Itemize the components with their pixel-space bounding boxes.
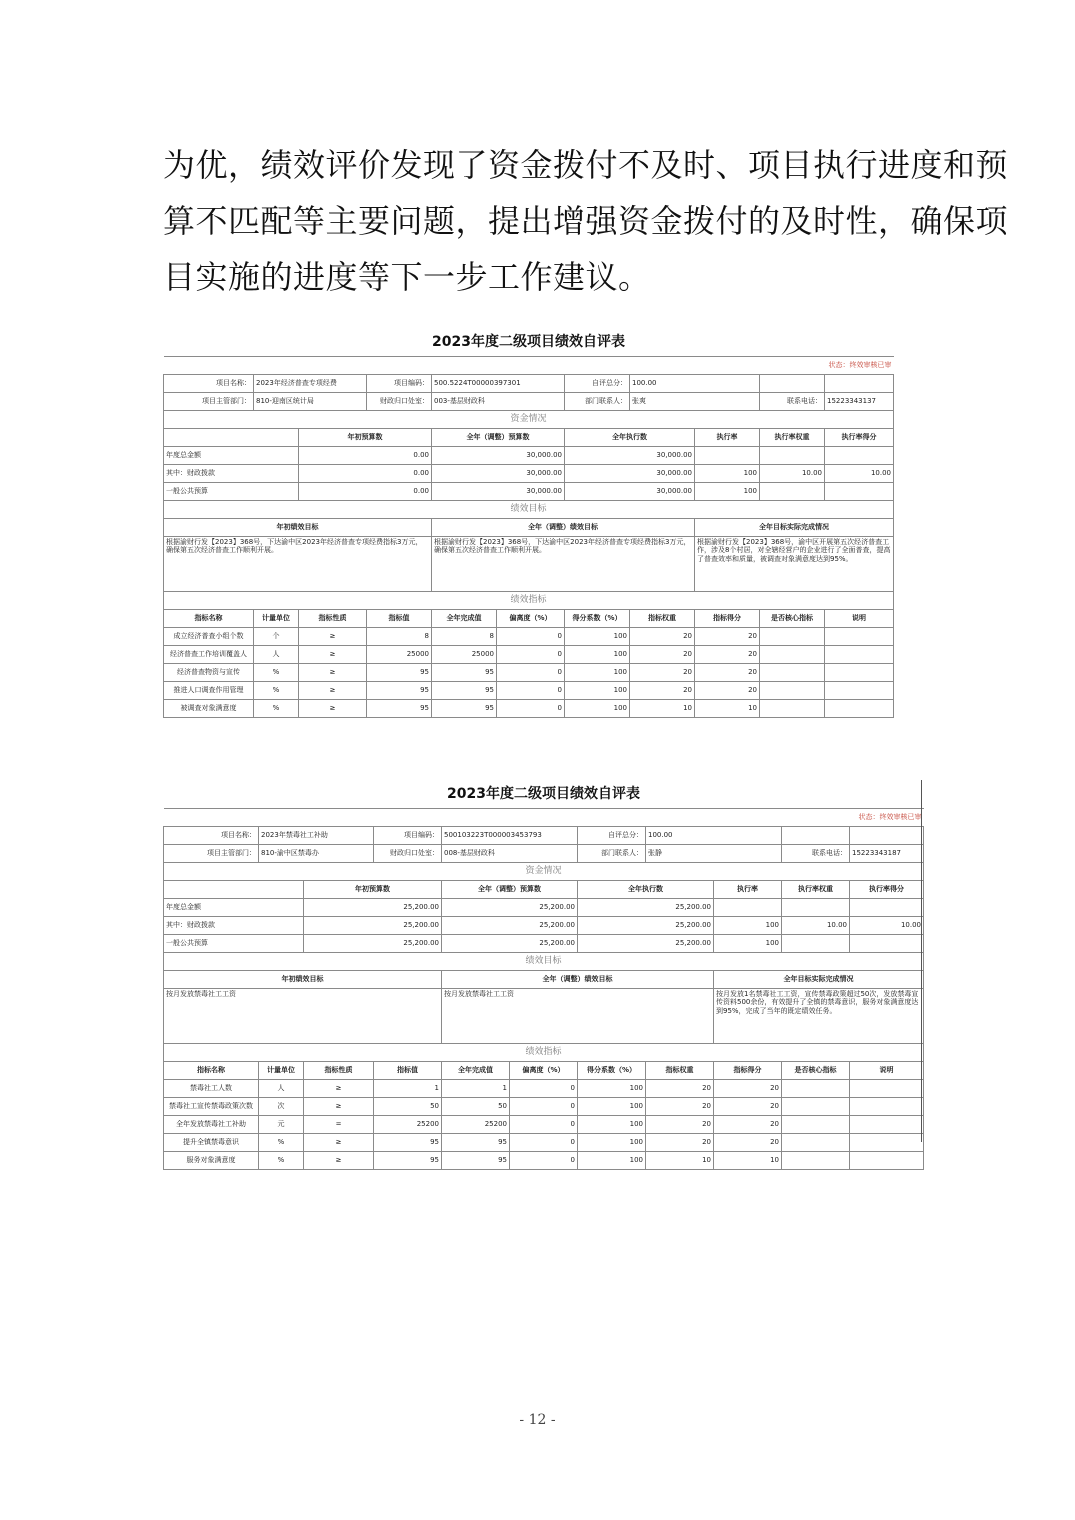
funds-cell	[760, 447, 825, 465]
funds-cell: 30,000.00	[432, 447, 565, 465]
indicator-cell: 1	[442, 1080, 510, 1098]
indicator-cell: 0	[510, 1080, 578, 1098]
indicator-cell: 20	[714, 1098, 782, 1116]
evaluation-table-2	[163, 780, 923, 1170]
goals-header: 年初绩效目标	[164, 971, 442, 989]
funds-cell: 25,200.00	[304, 935, 442, 953]
indicator-header: 偏离度（%）	[510, 1062, 578, 1080]
indicator-cell: 50	[374, 1098, 442, 1116]
indicator-cell: 10	[695, 700, 760, 718]
indicator-cell: 95	[374, 1134, 442, 1152]
funds-header: 执行率	[695, 429, 760, 447]
indicator-cell: %	[254, 664, 299, 682]
field-label: 财政归口处室：	[367, 393, 432, 411]
indicator-cell: 8	[432, 628, 497, 646]
indicator-cell: 20	[630, 646, 695, 664]
indicator-cell: 20	[695, 664, 760, 682]
field-label: 项目编码：	[367, 375, 432, 393]
funds-cell: 25,200.00	[442, 935, 578, 953]
indicator-cell: 95	[367, 664, 432, 682]
empty-cell	[825, 375, 894, 393]
funds-header	[164, 429, 299, 447]
empty-cell	[760, 375, 825, 393]
goals-header: 全年（调整）绩效目标	[442, 971, 714, 989]
dept-value: 810-渝中区禁毒办	[259, 845, 374, 863]
indicator-cell: 20	[646, 1080, 714, 1098]
indicator-cell	[760, 700, 825, 718]
indicator-header: 指标名称	[164, 1062, 259, 1080]
funds-header	[164, 881, 304, 899]
indicator-cell: 100	[565, 628, 630, 646]
funds-cell: 100	[695, 483, 760, 501]
funds-cell	[695, 447, 760, 465]
sheet-title: 2023年度二级项目绩效自评表	[432, 334, 625, 350]
phone-value: 15223343137	[825, 393, 894, 411]
funds-cell: 一般公共预算	[164, 483, 299, 501]
goals-header: 全年目标实际完成情况	[714, 971, 924, 989]
indicator-cell: 100	[565, 646, 630, 664]
indicator-cell: 100	[565, 682, 630, 700]
funds-cell: 25,200.00	[304, 899, 442, 917]
section-header-goals: 绩效目标	[164, 953, 924, 971]
indicator-cell: 25000	[432, 646, 497, 664]
indicator-cell	[782, 1152, 850, 1170]
indicator-cell: 20	[695, 646, 760, 664]
indicator-cell: 100	[565, 664, 630, 682]
indicator-cell: 推进人口调查作用管理	[164, 682, 254, 700]
indicator-cell	[825, 682, 894, 700]
indicator-cell: 25200	[374, 1116, 442, 1134]
funds-cell	[782, 899, 850, 917]
indicator-header: 指标性质	[299, 610, 367, 628]
indicator-cell	[760, 628, 825, 646]
indicator-cell	[782, 1098, 850, 1116]
project-name-value: 2023年经济普查专项经费	[254, 375, 367, 393]
indicator-cell: 10	[714, 1152, 782, 1170]
funds-header: 全年（调整）预算数	[442, 881, 578, 899]
indicator-cell: 0	[510, 1098, 578, 1116]
indicator-cell: 0	[497, 664, 565, 682]
evaluation-table-1	[163, 328, 893, 718]
indicator-header: 全年完成值	[442, 1062, 510, 1080]
field-label: 部门联系人：	[565, 393, 630, 411]
indicator-cell: 禁毒社工人数	[164, 1080, 259, 1098]
indicator-cell: 100	[578, 1080, 646, 1098]
indicator-cell: 95	[432, 700, 497, 718]
indicator-cell	[782, 1080, 850, 1098]
indicator-cell: 0	[510, 1152, 578, 1170]
funds-cell: 25,200.00	[442, 917, 578, 935]
indicator-cell: 提升全镇禁毒意识	[164, 1134, 259, 1152]
funds-cell: 25,200.00	[578, 935, 714, 953]
funds-cell: 0.00	[299, 465, 432, 483]
funds-cell: 100	[714, 917, 782, 935]
indicator-cell: 20	[646, 1134, 714, 1152]
field-label: 联系电话：	[760, 393, 825, 411]
indicator-cell: 100	[578, 1116, 646, 1134]
funds-cell: 25,200.00	[304, 917, 442, 935]
goal-text: 根据渝财行发【2023】368号，下达渝中区2023年经济普查专项经费指标3万元，确保第五次经济普查工作顺利开展。	[164, 537, 432, 592]
sheet-title: 2023年度二级项目绩效自评表	[447, 786, 640, 802]
indicator-cell: 经济普查物资与宣传	[164, 664, 254, 682]
funds-cell: 年度总金额	[164, 447, 299, 465]
indicator-cell: %	[259, 1134, 304, 1152]
funds-header: 执行率权重	[760, 429, 825, 447]
indicator-cell: 20	[630, 628, 695, 646]
indicator-cell: 20	[695, 682, 760, 700]
indicator-cell: ≥	[299, 682, 367, 700]
funds-cell: 30,000.00	[565, 465, 695, 483]
indicator-cell: 禁毒社工宣传禁毒政策次数	[164, 1098, 259, 1116]
funds-header: 年初预算数	[299, 429, 432, 447]
funds-cell	[782, 935, 850, 953]
indicator-cell	[825, 628, 894, 646]
finance-office-value: 008-基层财政科	[442, 845, 578, 863]
goals-header: 年初绩效目标	[164, 519, 432, 537]
indicator-cell	[850, 1080, 924, 1098]
funds-cell: 30,000.00	[432, 483, 565, 501]
indicator-cell	[850, 1134, 924, 1152]
indicator-cell: %	[259, 1152, 304, 1170]
indicator-cell: 10	[630, 700, 695, 718]
indicator-cell: 次	[259, 1098, 304, 1116]
paragraph-line: 为优，绩效评价发现了资金拨付不及时、项目执行进度和预	[163, 146, 1009, 184]
indicator-cell: 95	[442, 1152, 510, 1170]
indicator-header: 指标值	[367, 610, 432, 628]
project-name-value: 2023年禁毒社工补助	[259, 827, 374, 845]
indicator-cell	[760, 646, 825, 664]
indicator-header: 指标权重	[630, 610, 695, 628]
funds-header: 全年执行数	[578, 881, 714, 899]
indicator-header: 全年完成值	[432, 610, 497, 628]
indicator-header: 计量单位	[254, 610, 299, 628]
status-badge: 状态：终效审核已审	[164, 357, 894, 375]
funds-cell: 年度总金额	[164, 899, 304, 917]
field-label: 项目名称：	[164, 827, 259, 845]
indicator-header: 说明	[825, 610, 894, 628]
indicator-cell: 20	[714, 1080, 782, 1098]
indicator-cell: ≥	[304, 1098, 374, 1116]
phone-value: 15223343187	[850, 845, 924, 863]
paragraph-line: 算不匹配等主要问题，提出增强资金拨付的及时性，确保项	[163, 202, 1009, 240]
indicator-cell: 20	[714, 1116, 782, 1134]
funds-cell	[850, 899, 924, 917]
indicator-cell: 95	[432, 664, 497, 682]
indicator-cell: 人	[254, 646, 299, 664]
goal-text: 根据渝财行发【2023】368号，渝中区开展第五次经济普查工作，涉及8个村居，对全辖经营户的企业进行了全面普查，提高了普查效率和质量，被调查对象满意度达到95%。	[695, 537, 894, 592]
funds-cell: 10.00	[782, 917, 850, 935]
indicator-cell: 100	[578, 1152, 646, 1170]
indicator-cell	[782, 1134, 850, 1152]
contact-person-value: 张爽	[630, 393, 760, 411]
indicator-cell: ≥	[299, 628, 367, 646]
indicator-header: 指标得分	[695, 610, 760, 628]
indicator-cell: 25200	[442, 1116, 510, 1134]
indicator-cell: 个	[254, 628, 299, 646]
indicator-header: 偏离度（%）	[497, 610, 565, 628]
self-score-value: 100.00	[646, 827, 782, 845]
indicator-cell: 20	[695, 628, 760, 646]
field-label: 项目主管部门：	[164, 393, 254, 411]
page-number: - 12 -	[519, 1412, 556, 1428]
indicator-cell: ≥	[304, 1134, 374, 1152]
field-label: 项目主管部门：	[164, 845, 259, 863]
self-score-value: 100.00	[630, 375, 760, 393]
dept-value: 810-迎南区统计局	[254, 393, 367, 411]
indicator-cell: ≥	[304, 1152, 374, 1170]
empty-cell	[782, 827, 850, 845]
funds-cell: 0.00	[299, 447, 432, 465]
indicator-cell	[850, 1152, 924, 1170]
indicator-cell: 20	[646, 1098, 714, 1116]
indicator-cell: =	[304, 1116, 374, 1134]
body-paragraph	[163, 137, 1009, 305]
indicator-cell: 8	[367, 628, 432, 646]
indicator-cell	[825, 646, 894, 664]
indicator-cell	[850, 1116, 924, 1134]
funds-cell: 100	[714, 935, 782, 953]
goal-text: 按月发放禁毒社工工资	[164, 989, 442, 1044]
indicator-cell: 20	[714, 1134, 782, 1152]
goals-header: 全年目标实际完成情况	[695, 519, 894, 537]
section-header-funds: 资金情况	[164, 411, 894, 429]
indicator-header: 得分系数（%）	[578, 1062, 646, 1080]
indicator-header: 计量单位	[259, 1062, 304, 1080]
funds-header: 执行率得分	[825, 429, 894, 447]
indicator-cell	[825, 700, 894, 718]
funds-cell: 30,000.00	[432, 465, 565, 483]
indicator-cell: ≥	[304, 1080, 374, 1098]
indicator-cell: 20	[646, 1116, 714, 1134]
indicator-cell: 100	[578, 1098, 646, 1116]
funds-cell	[825, 447, 894, 465]
indicator-cell: ≥	[299, 700, 367, 718]
indicator-cell: 0	[497, 628, 565, 646]
table-right-edge	[921, 780, 922, 1142]
indicator-cell: 0	[497, 646, 565, 664]
indicator-cell: 被调查对象满意度	[164, 700, 254, 718]
indicator-cell: 0	[497, 700, 565, 718]
indicator-cell: 元	[259, 1116, 304, 1134]
funds-header: 执行率权重	[782, 881, 850, 899]
indicator-cell: 20	[630, 664, 695, 682]
paragraph-line: 目实施的进度等下一步工作建议。	[163, 258, 651, 296]
funds-cell: 25,200.00	[578, 899, 714, 917]
indicator-header: 得分系数（%）	[565, 610, 630, 628]
indicator-cell	[850, 1098, 924, 1116]
funds-cell	[714, 899, 782, 917]
indicator-header: 是否核心指标	[782, 1062, 850, 1080]
field-label: 自评总分：	[578, 827, 646, 845]
funds-cell: 30,000.00	[565, 483, 695, 501]
funds-header: 全年（调整）预算数	[432, 429, 565, 447]
indicator-header: 是否核心指标	[760, 610, 825, 628]
indicator-cell: 成立经济普查小组个数	[164, 628, 254, 646]
field-label: 项目名称：	[164, 375, 254, 393]
indicator-header: 指标名称	[164, 610, 254, 628]
funds-cell: 10.00	[850, 917, 924, 935]
indicator-cell: 95	[367, 700, 432, 718]
funds-cell: 25,200.00	[578, 917, 714, 935]
indicator-cell: 95	[442, 1134, 510, 1152]
funds-cell: 100	[695, 465, 760, 483]
indicator-cell: 人	[259, 1080, 304, 1098]
funds-cell: 其中：财政拨款	[164, 465, 299, 483]
field-label: 联系电话：	[782, 845, 850, 863]
indicator-header: 指标性质	[304, 1062, 374, 1080]
indicator-cell	[760, 664, 825, 682]
indicator-cell: 1	[374, 1080, 442, 1098]
indicator-cell: %	[254, 682, 299, 700]
field-label: 自评总分：	[565, 375, 630, 393]
indicator-cell: 经济普查工作培训覆盖人	[164, 646, 254, 664]
indicator-header: 指标得分	[714, 1062, 782, 1080]
indicator-cell: 100	[578, 1134, 646, 1152]
goal-text: 根据渝财行发【2023】368号，下达渝中区2023年经济普查专项经费指标3万元，确保第五次经济普查工作顺利开展。	[432, 537, 695, 592]
status-badge: 状态：终效审核已审	[164, 809, 924, 827]
indicator-cell: 95	[367, 682, 432, 700]
indicator-cell: 服务对象满意度	[164, 1152, 259, 1170]
funds-cell	[760, 483, 825, 501]
indicator-cell: ≥	[299, 664, 367, 682]
indicator-cell: 0	[510, 1116, 578, 1134]
section-header-indicators: 绩效指标	[164, 1044, 924, 1062]
funds-cell: 其中：财政拨款	[164, 917, 304, 935]
indicator-cell	[782, 1116, 850, 1134]
goal-text: 按月发放1名禁毒社工工资，宣传禁毒政策超过50次，发放禁毒宣传资料500余份，有效提升了全镇的禁毒意识，服务对象满意度达到95%，完成了当年的既定绩效任务。	[714, 989, 924, 1044]
funds-cell: 25,200.00	[442, 899, 578, 917]
funds-header: 年初预算数	[304, 881, 442, 899]
field-label: 项目编码：	[374, 827, 442, 845]
indicator-cell: 50	[442, 1098, 510, 1116]
goal-text: 按月发放禁毒社工工资	[442, 989, 714, 1044]
indicator-cell: 100	[565, 700, 630, 718]
funds-cell: 一般公共预算	[164, 935, 304, 953]
indicator-cell	[760, 682, 825, 700]
section-header-indicators: 绩效指标	[164, 592, 894, 610]
indicator-cell: 20	[630, 682, 695, 700]
indicator-header: 指标权重	[646, 1062, 714, 1080]
indicator-cell: 0	[497, 682, 565, 700]
indicator-cell: 0	[510, 1134, 578, 1152]
funds-cell	[825, 483, 894, 501]
indicator-cell: 95	[432, 682, 497, 700]
project-code-value: 500.5224T00000397301	[432, 375, 565, 393]
indicator-cell: 25000	[367, 646, 432, 664]
section-header-goals: 绩效目标	[164, 501, 894, 519]
indicator-cell: 95	[374, 1152, 442, 1170]
funds-cell: 30,000.00	[565, 447, 695, 465]
funds-header: 执行率得分	[850, 881, 924, 899]
indicator-cell: ≥	[299, 646, 367, 664]
contact-person-value: 张静	[646, 845, 782, 863]
indicator-cell: %	[254, 700, 299, 718]
section-header-funds: 资金情况	[164, 863, 924, 881]
field-label: 部门联系人：	[578, 845, 646, 863]
empty-cell	[850, 827, 924, 845]
funds-cell: 10.00	[825, 465, 894, 483]
indicator-header: 指标值	[374, 1062, 442, 1080]
indicator-cell: 10	[646, 1152, 714, 1170]
project-code-value: 500103223T000003453793	[442, 827, 578, 845]
funds-header: 全年执行数	[565, 429, 695, 447]
funds-header: 执行率	[714, 881, 782, 899]
finance-office-value: 003-基层财政科	[432, 393, 565, 411]
indicator-cell: 全年发放禁毒社工补助	[164, 1116, 259, 1134]
goals-header: 全年（调整）绩效目标	[432, 519, 695, 537]
indicator-header: 说明	[850, 1062, 924, 1080]
funds-cell: 10.00	[760, 465, 825, 483]
field-label: 财政归口处室：	[374, 845, 442, 863]
funds-cell: 0.00	[299, 483, 432, 501]
indicator-cell	[825, 664, 894, 682]
funds-cell	[850, 935, 924, 953]
